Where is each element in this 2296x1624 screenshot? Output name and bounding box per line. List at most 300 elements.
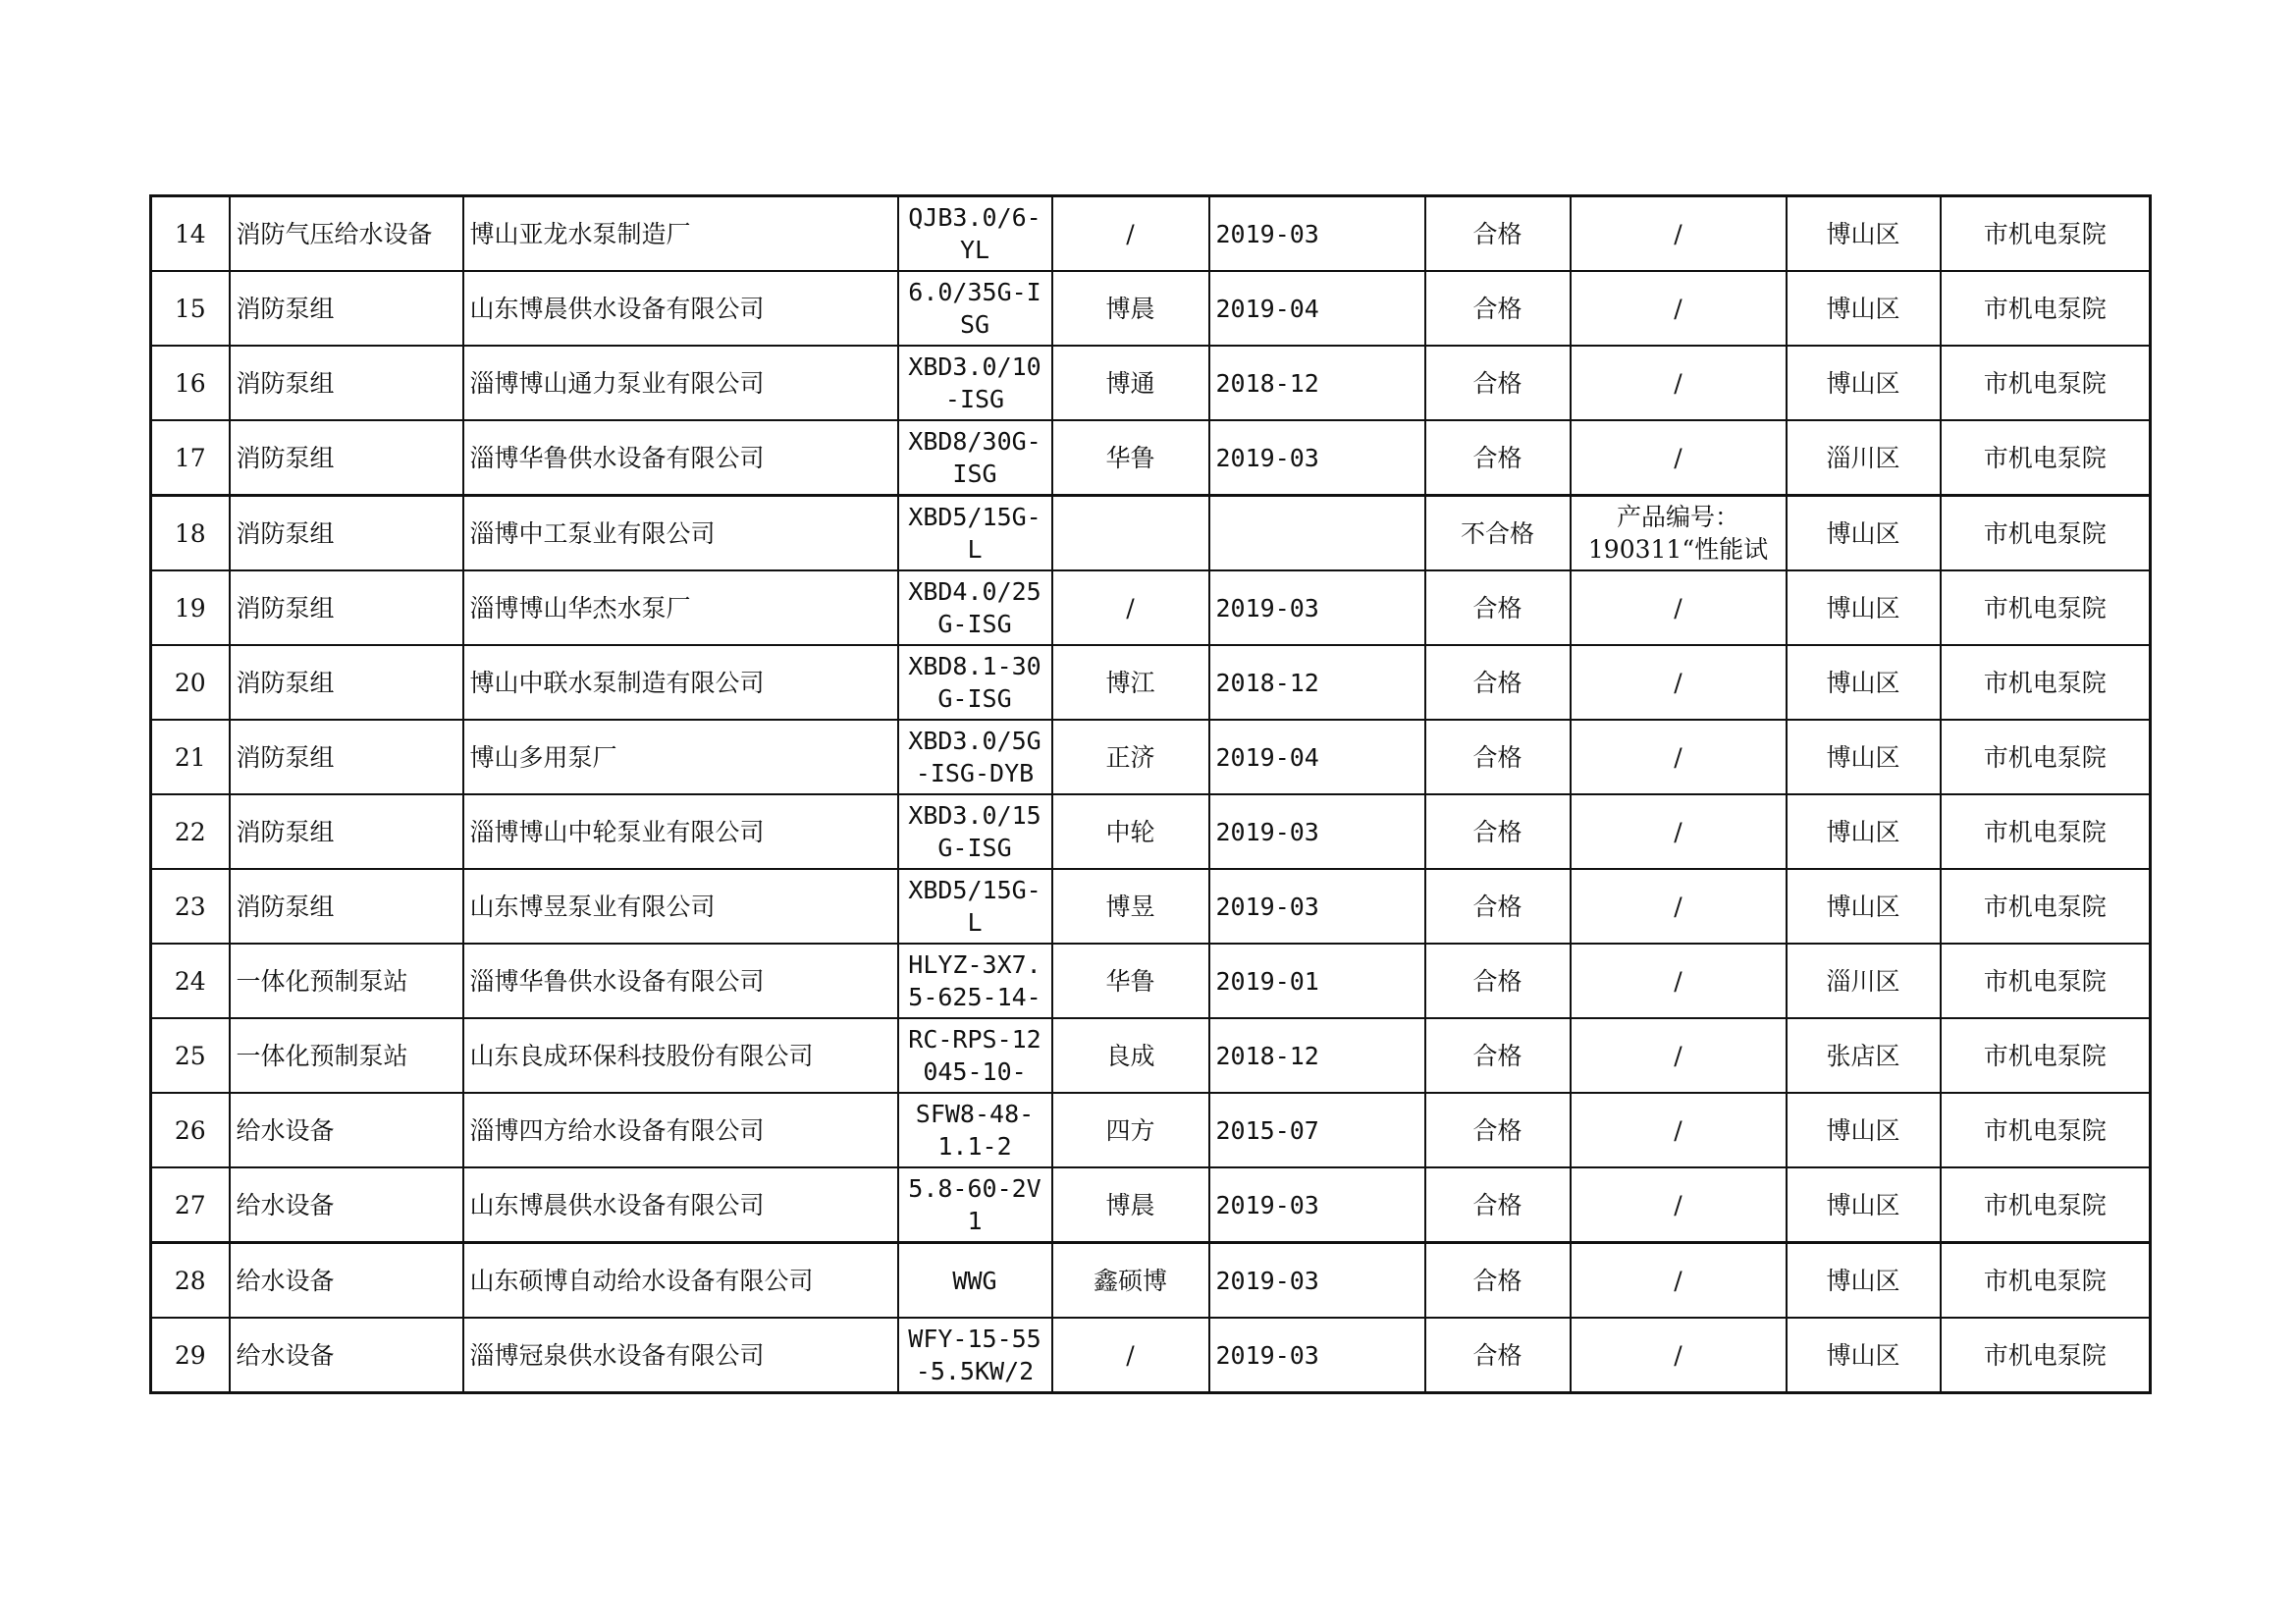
agency-cell: [1941, 1018, 2151, 1093]
product-name-text: 一体化预制泵站: [236, 966, 408, 996]
note-cell: [1571, 794, 1787, 869]
region-text: 博山区: [1826, 668, 1900, 697]
agency-text: 市机电泵院: [1983, 1266, 2107, 1295]
region-cell: [1787, 1018, 1941, 1093]
company-text: 博山中联水泵制造有限公司: [469, 668, 765, 697]
result-text: 合格: [1472, 368, 1522, 398]
model-cell: [898, 420, 1052, 496]
brand-cell: [1052, 570, 1209, 645]
company-text: 山东博昱泵业有限公司: [469, 892, 716, 921]
row-number-text: 25: [174, 1041, 206, 1070]
production-date-cell: [1209, 1243, 1425, 1319]
note-cell: [1571, 1093, 1787, 1167]
result-cell: [1425, 645, 1571, 720]
table-row: [151, 570, 2151, 645]
model-text: XBD3.0/15G-ISG: [908, 801, 1041, 862]
table-row: [151, 720, 2151, 794]
model-text: SFW8-48-1.1-2: [915, 1100, 1035, 1161]
production-date-cell: [1209, 944, 1425, 1018]
result-cell: [1425, 496, 1571, 571]
company-text: 山东博晨供水设备有限公司: [469, 1190, 765, 1219]
region-cell: [1787, 1318, 1941, 1393]
agency-text: 市机电泵院: [1983, 294, 2107, 323]
company-text: 淄博华鲁供水设备有限公司: [469, 443, 765, 472]
product-name-text: 消防泵组: [236, 593, 335, 623]
region-cell: [1787, 1243, 1941, 1319]
note-text: /: [1674, 1266, 1682, 1295]
brand-text: 华鲁: [1105, 443, 1155, 472]
company-cell: [463, 496, 898, 571]
agency-cell: [1941, 570, 2151, 645]
region-cell: [1787, 1093, 1941, 1167]
product-name-cell: [230, 271, 463, 346]
product-name-cell: [230, 1167, 463, 1243]
brand-cell: [1052, 346, 1209, 420]
note-text: /: [1674, 294, 1682, 323]
note-text: /: [1674, 1115, 1682, 1145]
row-number-text: 17: [174, 443, 206, 472]
result-text: 合格: [1472, 966, 1522, 996]
note-text: /: [1674, 1340, 1682, 1370]
company-cell: [463, 196, 898, 272]
row-number-text: 15: [174, 294, 206, 323]
production-date-text: 2015-07: [1215, 1115, 1319, 1145]
note-cell: [1571, 1243, 1787, 1319]
region-cell: [1787, 720, 1941, 794]
brand-text: 四方: [1105, 1115, 1155, 1145]
product-name-cell: [230, 1018, 463, 1093]
brand-cell: [1052, 420, 1209, 496]
table-body: [151, 196, 2151, 1393]
production-date-text: 2019-03: [1215, 817, 1319, 846]
company-text: 淄博中工泵业有限公司: [469, 518, 716, 548]
company-text: 淄博博山中轮泵业有限公司: [469, 817, 765, 846]
table-row: [151, 1093, 2151, 1167]
result-text: 合格: [1472, 593, 1522, 623]
company-cell: [463, 420, 898, 496]
brand-text: /: [1126, 219, 1135, 248]
table-row: [151, 271, 2151, 346]
note-cell: [1571, 1318, 1787, 1393]
model-cell: [898, 944, 1052, 1018]
agency-text: 市机电泵院: [1983, 817, 2107, 846]
region-text: 淄川区: [1826, 966, 1900, 996]
company-cell: [463, 346, 898, 420]
brand-text: 博昱: [1105, 892, 1155, 921]
brand-text: /: [1126, 1340, 1135, 1370]
result-cell: [1425, 720, 1571, 794]
row-number-text: 26: [174, 1115, 206, 1145]
result-text: 合格: [1472, 817, 1522, 846]
result-text: 合格: [1472, 443, 1522, 472]
company-text: 淄博冠泉供水设备有限公司: [469, 1340, 765, 1370]
region-cell: [1787, 645, 1941, 720]
row-number-cell: [151, 720, 230, 794]
model-cell: [898, 1318, 1052, 1393]
production-date-cell: [1209, 1093, 1425, 1167]
company-cell: [463, 271, 898, 346]
row-number-text: 19: [174, 593, 206, 623]
brand-text: 博晨: [1105, 1190, 1155, 1219]
product-name-cell: [230, 794, 463, 869]
note-text: /: [1674, 892, 1682, 921]
agency-cell: [1941, 944, 2151, 1018]
result-text: 合格: [1472, 1340, 1522, 1370]
note-text: /: [1674, 742, 1682, 772]
product-name-text: 消防气压给水设备: [236, 219, 433, 248]
product-name-cell: [230, 1318, 463, 1393]
model-cell: [898, 645, 1052, 720]
result-cell: [1425, 1243, 1571, 1319]
product-name-cell: [230, 196, 463, 272]
table-row: [151, 645, 2151, 720]
model-cell: [898, 794, 1052, 869]
production-date-cell: [1209, 1018, 1425, 1093]
region-text: 博山区: [1826, 1115, 1900, 1145]
product-name-cell: [230, 496, 463, 571]
product-name-cell: [230, 1243, 463, 1319]
product-name-cell: [230, 570, 463, 645]
note-cell: [1571, 196, 1787, 272]
result-text: 合格: [1472, 892, 1522, 921]
production-date-text: 2019-04: [1215, 742, 1319, 772]
brand-cell: [1052, 1167, 1209, 1243]
agency-cell: [1941, 645, 2151, 720]
brand-text: 正济: [1105, 742, 1155, 772]
product-name-text: 消防泵组: [236, 892, 335, 921]
company-cell: [463, 794, 898, 869]
production-date-cell: [1209, 794, 1425, 869]
row-number-cell: [151, 496, 230, 571]
production-date-text: 2018-12: [1215, 668, 1319, 697]
agency-text: 市机电泵院: [1983, 368, 2107, 398]
production-date-text: 2019-03: [1215, 1190, 1319, 1219]
brand-cell: [1052, 1318, 1209, 1393]
region-cell: [1787, 1167, 1941, 1243]
model-cell: [898, 1167, 1052, 1243]
result-text: 合格: [1472, 742, 1522, 772]
result-text: 合格: [1472, 1266, 1522, 1295]
note-text: /: [1674, 1041, 1682, 1070]
result-cell: [1425, 1018, 1571, 1093]
company-cell: [463, 869, 898, 944]
model-text: WFY-15-55-5.5KW/2: [908, 1325, 1041, 1385]
brand-cell: [1052, 196, 1209, 272]
agency-text: 市机电泵院: [1983, 219, 2107, 248]
region-cell: [1787, 196, 1941, 272]
note-cell: [1571, 1018, 1787, 1093]
product-name-cell: [230, 346, 463, 420]
agency-cell: [1941, 1167, 2151, 1243]
table-row: [151, 420, 2151, 496]
brand-cell: [1052, 1018, 1209, 1093]
result-text: 合格: [1472, 219, 1522, 248]
company-text: 博山亚龙水泵制造厂: [469, 219, 691, 248]
brand-text: 博江: [1105, 668, 1155, 697]
model-text: XBD3.0/10-ISG: [908, 352, 1041, 413]
row-number-cell: [151, 869, 230, 944]
note-text: /: [1674, 443, 1682, 472]
product-name-text: 给水设备: [236, 1340, 335, 1370]
brand-text: 良成: [1105, 1041, 1155, 1070]
agency-text: 市机电泵院: [1983, 668, 2107, 697]
model-cell: [898, 1018, 1052, 1093]
agency-cell: [1941, 496, 2151, 571]
agency-cell: [1941, 794, 2151, 869]
result-text: 合格: [1472, 294, 1522, 323]
row-number-cell: [151, 271, 230, 346]
product-name-text: 消防泵组: [236, 668, 335, 697]
company-text: 淄博四方给水设备有限公司: [469, 1115, 765, 1145]
agency-text: 市机电泵院: [1983, 443, 2107, 472]
note-text: /: [1674, 219, 1682, 248]
agency-text: 市机电泵院: [1983, 966, 2107, 996]
production-date-text: 2019-01: [1215, 966, 1319, 996]
region-cell: [1787, 271, 1941, 346]
row-number-cell: [151, 794, 230, 869]
brand-text: 中轮: [1105, 817, 1155, 846]
row-number-cell: [151, 1318, 230, 1393]
company-cell: [463, 570, 898, 645]
model-cell: [898, 496, 1052, 571]
table-row: [151, 944, 2151, 1018]
product-name-text: 消防泵组: [236, 817, 335, 846]
model-cell: [898, 570, 1052, 645]
agency-text: 市机电泵院: [1983, 1115, 2107, 1145]
company-cell: [463, 720, 898, 794]
note-text: 产品编号：190311“性能试: [1587, 503, 1769, 564]
product-name-text: 消防泵组: [236, 742, 335, 772]
production-date-cell: [1209, 1167, 1425, 1243]
result-text: 合格: [1472, 668, 1522, 697]
brand-cell: [1052, 496, 1209, 571]
model-text: QJB3.0/6-YL: [908, 203, 1041, 264]
result-text: 合格: [1472, 1041, 1522, 1070]
company-text: 博山多用泵厂: [469, 742, 617, 772]
agency-text: 市机电泵院: [1983, 1041, 2107, 1070]
row-number-text: 14: [174, 219, 206, 248]
agency-text: 市机电泵院: [1983, 1190, 2107, 1219]
product-name-text: 一体化预制泵站: [236, 1041, 408, 1070]
result-text: 合格: [1472, 1190, 1522, 1219]
brand-cell: [1052, 1093, 1209, 1167]
production-date-text: 2018-12: [1215, 368, 1319, 398]
model-cell: [898, 346, 1052, 420]
note-cell: [1571, 944, 1787, 1018]
model-text: XBD5/15G-L: [908, 876, 1041, 937]
note-cell: [1571, 570, 1787, 645]
production-date-cell: [1209, 196, 1425, 272]
region-text: 博山区: [1826, 219, 1900, 248]
production-date-cell: [1209, 346, 1425, 420]
brand-cell: [1052, 1243, 1209, 1319]
row-number-cell: [151, 1093, 230, 1167]
region-text: 博山区: [1826, 1340, 1900, 1370]
model-text: XBD3.0/5G-ISG-DYB: [908, 727, 1041, 787]
model-cell: [898, 869, 1052, 944]
note-cell: [1571, 645, 1787, 720]
row-number-cell: [151, 944, 230, 1018]
row-number-cell: [151, 420, 230, 496]
product-name-cell: [230, 944, 463, 1018]
brand-cell: [1052, 944, 1209, 1018]
brand-cell: [1052, 794, 1209, 869]
agency-cell: [1941, 1318, 2151, 1393]
product-name-text: 消防泵组: [236, 443, 335, 472]
note-cell: [1571, 496, 1787, 571]
model-text: XBD8.1-30G-ISG: [908, 652, 1041, 713]
note-cell: [1571, 869, 1787, 944]
production-date-text: 2019-03: [1215, 593, 1319, 623]
region-cell: [1787, 496, 1941, 571]
product-name-cell: [230, 420, 463, 496]
note-cell: [1571, 346, 1787, 420]
region-text: 博山区: [1826, 742, 1900, 772]
region-cell: [1787, 944, 1941, 1018]
production-date-text: 2019-03: [1215, 892, 1319, 921]
product-name-text: 给水设备: [236, 1115, 335, 1145]
production-date-cell: [1209, 1318, 1425, 1393]
region-cell: [1787, 794, 1941, 869]
region-cell: [1787, 420, 1941, 496]
row-number-cell: [151, 196, 230, 272]
product-name-text: 消防泵组: [236, 294, 335, 323]
result-cell: [1425, 420, 1571, 496]
table-row: [151, 196, 2151, 272]
note-cell: [1571, 1167, 1787, 1243]
company-text: 山东博晨供水设备有限公司: [469, 294, 765, 323]
product-name-cell: [230, 869, 463, 944]
row-number-text: 28: [174, 1266, 206, 1295]
product-name-text: 给水设备: [236, 1266, 335, 1295]
model-text: 6.0/35G-ISG: [908, 278, 1041, 339]
row-number-text: 29: [174, 1340, 206, 1370]
region-cell: [1787, 346, 1941, 420]
note-text: /: [1674, 668, 1682, 697]
result-cell: [1425, 944, 1571, 1018]
company-text: 山东硕博自动给水设备有限公司: [469, 1266, 814, 1295]
result-text: 不合格: [1460, 518, 1534, 548]
agency-text: 市机电泵院: [1983, 593, 2107, 623]
row-number-text: 22: [174, 817, 206, 846]
result-cell: [1425, 570, 1571, 645]
row-number-cell: [151, 1018, 230, 1093]
result-cell: [1425, 1093, 1571, 1167]
brand-cell: [1052, 271, 1209, 346]
row-number-cell: [151, 346, 230, 420]
agency-cell: [1941, 1093, 2151, 1167]
production-date-text: 2019-03: [1215, 1266, 1319, 1295]
note-cell: [1571, 720, 1787, 794]
region-cell: [1787, 570, 1941, 645]
region-text: 博山区: [1826, 1266, 1900, 1295]
table-row: [151, 1318, 2151, 1393]
inspection-results-table: [149, 194, 2152, 1394]
model-text: XBD5/15G-L: [908, 503, 1041, 564]
table-row: [151, 794, 2151, 869]
model-cell: [898, 1093, 1052, 1167]
row-number-text: 23: [174, 892, 206, 921]
production-date-cell: [1209, 720, 1425, 794]
brand-text: 博通: [1105, 368, 1155, 398]
agency-text: 市机电泵院: [1983, 518, 2107, 548]
result-cell: [1425, 346, 1571, 420]
brand-cell: [1052, 869, 1209, 944]
agency-cell: [1941, 271, 2151, 346]
note-cell: [1571, 420, 1787, 496]
product-name-cell: [230, 720, 463, 794]
production-date-cell: [1209, 869, 1425, 944]
region-text: 张店区: [1826, 1041, 1900, 1070]
region-text: 淄川区: [1826, 443, 1900, 472]
agency-cell: [1941, 196, 2151, 272]
region-text: 博山区: [1826, 593, 1900, 623]
model-text: XBD8/30G-ISG: [908, 427, 1041, 488]
note-text: /: [1674, 593, 1682, 623]
production-date-cell: [1209, 271, 1425, 346]
agency-text: 市机电泵院: [1983, 892, 2107, 921]
note-text: /: [1674, 1190, 1682, 1219]
row-number-cell: [151, 1243, 230, 1319]
result-cell: [1425, 794, 1571, 869]
result-cell: [1425, 869, 1571, 944]
agency-cell: [1941, 1243, 2151, 1319]
table-row: [151, 1167, 2151, 1243]
agency-cell: [1941, 346, 2151, 420]
model-text: HLYZ-3X7.5-625-14-: [908, 950, 1041, 1011]
production-date-cell: [1209, 645, 1425, 720]
brand-cell: [1052, 645, 1209, 720]
product-name-text: 给水设备: [236, 1190, 335, 1219]
row-number-cell: [151, 570, 230, 645]
table-row: [151, 346, 2151, 420]
model-text: WWG: [952, 1266, 997, 1295]
row-number-cell: [151, 1167, 230, 1243]
model-cell: [898, 196, 1052, 272]
company-cell: [463, 645, 898, 720]
region-cell: [1787, 869, 1941, 944]
company-cell: [463, 1318, 898, 1393]
note-text: /: [1674, 817, 1682, 846]
company-text: 淄博博山通力泵业有限公司: [469, 368, 765, 398]
result-cell: [1425, 196, 1571, 272]
row-number-cell: [151, 645, 230, 720]
note-text: /: [1674, 966, 1682, 996]
model-cell: [898, 271, 1052, 346]
row-number-text: 20: [174, 668, 206, 697]
model-text: 5.8-60-2V1: [908, 1174, 1041, 1235]
brand-text: 鑫硕博: [1093, 1266, 1167, 1295]
row-number-text: 24: [174, 966, 206, 996]
production-date-cell: [1209, 570, 1425, 645]
production-date-text: 2019-03: [1215, 443, 1319, 472]
production-date-text: 2019-03: [1215, 219, 1319, 248]
production-date-text: 2018-12: [1215, 1041, 1319, 1070]
production-date-cell: [1209, 496, 1425, 571]
agency-text: 市机电泵院: [1983, 1340, 2107, 1370]
brand-text: 华鲁: [1105, 966, 1155, 996]
agency-cell: [1941, 720, 2151, 794]
production-date-text: 2019-04: [1215, 294, 1319, 323]
company-cell: [463, 1167, 898, 1243]
company-text: 淄博博山华杰水泵厂: [469, 593, 691, 623]
table-row: [151, 1018, 2151, 1093]
result-text: 合格: [1472, 1115, 1522, 1145]
region-text: 博山区: [1826, 368, 1900, 398]
model-cell: [898, 720, 1052, 794]
result-cell: [1425, 1167, 1571, 1243]
model-text: RC-RPS-12045-10-: [908, 1025, 1041, 1086]
